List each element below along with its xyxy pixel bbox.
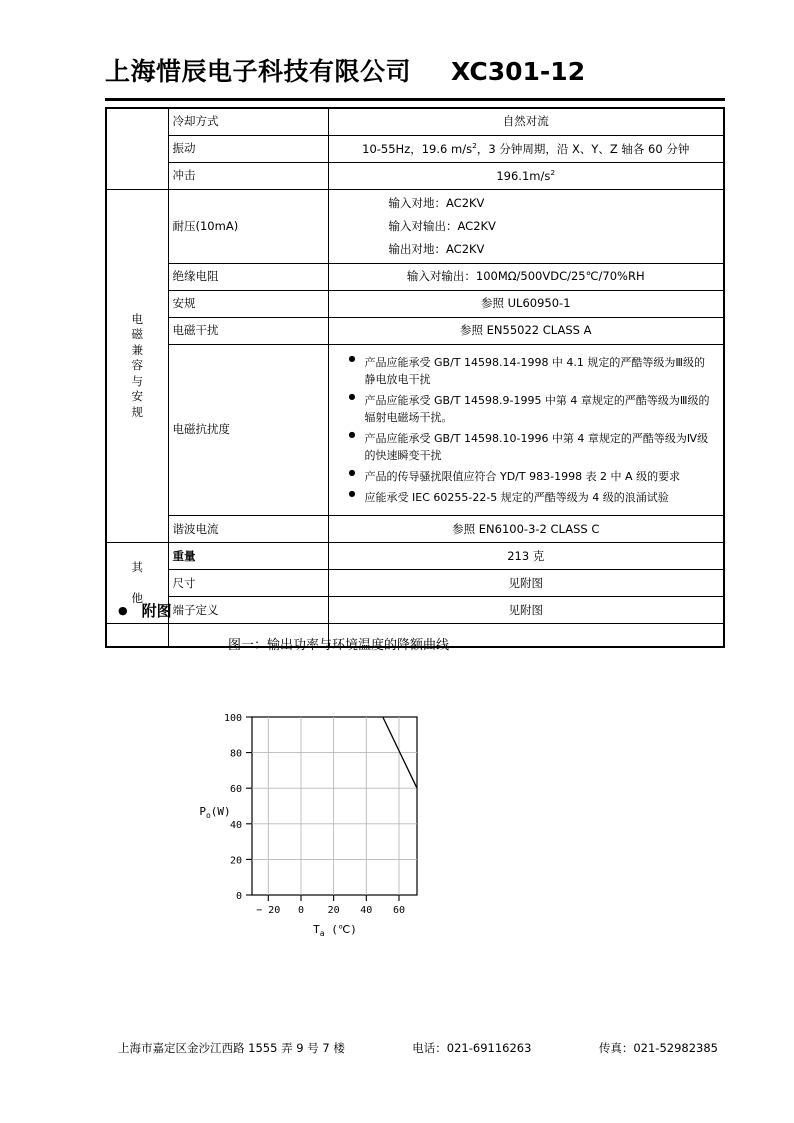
item-harmonic: 谐波电流	[168, 516, 328, 543]
item-immunity: 电磁抗扰度	[168, 345, 328, 516]
group-cell-emc: 电 磁 兼 容 与 安 规	[106, 190, 168, 543]
company-name: 上海惜辰电子科技有限公司	[105, 57, 412, 86]
x-tick-labels	[256, 905, 405, 916]
value-cooling: 自然对流	[328, 108, 724, 136]
value-withstand-voltage	[328, 190, 724, 264]
list-item: ● 应能承受 IEC 60255-22-5 规定的严酷等级为 4 级的浪涌试验	[349, 489, 714, 506]
withstand-line-3: 输出对地：AC2KV	[388, 242, 485, 256]
table-row	[106, 291, 724, 318]
list-item: ● 产品的传导骚扰限值应符合 YD/T 983-1998 表 2 中 A 级的要求	[349, 468, 714, 485]
svg-text:60: 60	[392, 905, 406, 916]
table-row	[106, 163, 724, 190]
y-axis-label: $P_o(W)$	[199, 805, 231, 820]
svg-text:80: 80	[229, 748, 242, 760]
list-item: ● 产品应能承受 GB/T 14598.14-1998 中 4.1 规定的严酷等级为Ⅲ级的静电放电干扰	[349, 354, 714, 388]
value-emi: 参照 EN55022 CLASS A	[328, 318, 724, 345]
svg-text:20: 20	[229, 855, 242, 867]
item-withstand-voltage: 耐压(10mA)	[168, 190, 328, 264]
value-terminal: 见附图	[328, 597, 724, 624]
x-axis-label: $T_a$ (℃)	[313, 923, 357, 938]
value-harmonic: 参照 EN6100-3-2 CLASS C	[328, 516, 724, 543]
svg-text:100: 100	[223, 713, 242, 724]
svg-text:60: 60	[229, 784, 242, 796]
value-safety: 参照 UL60950-1	[328, 291, 724, 318]
value-weight: 213 克	[328, 543, 724, 570]
item-emi: 电磁干扰	[168, 318, 328, 345]
svg-text:0: 0	[297, 905, 305, 916]
item-safety: 安规	[168, 291, 328, 318]
x-axis-ticks	[268, 895, 399, 901]
immunity-bullet-list	[333, 347, 720, 513]
svg-text:40: 40	[360, 905, 373, 916]
table-row	[106, 136, 724, 163]
appendix-heading-label: 附图	[141, 602, 172, 620]
derating-chart	[185, 700, 485, 940]
svg-text:20: 20	[327, 905, 340, 916]
item-cooling: 冷却方式	[168, 108, 328, 136]
value-shock: $196.1m/s^2$	[328, 163, 724, 190]
item-shock: 冲击	[168, 163, 328, 190]
value-vibration: 10-55Hz，19.6 $m/s^2$，3 分钟周期，沿 X、Y、Z 轴各 60 分钟	[328, 136, 724, 163]
table-row	[106, 543, 724, 570]
item-terminal: 端子定义	[168, 597, 328, 624]
table-row	[106, 570, 724, 597]
bullet-dot-icon: ●	[118, 604, 128, 617]
spacer-cell-left	[106, 624, 168, 648]
table-row	[106, 108, 724, 136]
document-header	[105, 52, 725, 88]
item-vibration: 振动	[168, 136, 328, 163]
appendix-heading	[118, 600, 172, 621]
value-immunity	[328, 345, 724, 516]
table-row	[106, 190, 724, 264]
item-size: 尺寸	[168, 570, 328, 597]
header-divider	[105, 98, 725, 101]
value-insulation: 输入对输出：100MΩ/500VDC/25℃/70%RH	[328, 264, 724, 291]
item-weight: 重量	[168, 543, 328, 570]
figure-caption: 图一：输出功率与环境温度的降额曲线	[228, 638, 450, 653]
list-item: ● 产品应能承受 GB/T 14598.10-1996 中第 4 章规定的严酷等级为Ⅳ级的快速瞬变干扰	[349, 430, 714, 464]
list-item: ● 产品应能承受 GB/T 14598.9-1995 中第 4 章规定的严酷等级为Ⅲ级的辐射电磁场干扰。	[349, 392, 714, 426]
group-cell-environment	[106, 108, 168, 190]
y-axis-ticks	[246, 717, 252, 895]
derating-chart-svg	[185, 700, 485, 940]
svg-text:0: 0	[235, 891, 242, 902]
withstand-line-2: 输入对输出：AC2KV	[388, 219, 496, 233]
document-footer	[118, 1040, 718, 1056]
item-insulation: 绝缘电阻	[168, 264, 328, 291]
table-row	[106, 597, 724, 624]
plot-area	[252, 717, 417, 895]
table-row	[106, 516, 724, 543]
footer-fax: 传真：021-52982385	[598, 1041, 718, 1055]
table-row	[106, 345, 724, 516]
specification-table	[105, 107, 725, 648]
value-size: 见附图	[328, 570, 724, 597]
svg-text:40: 40	[229, 819, 242, 831]
model-code: XC301-12	[451, 57, 586, 86]
svg-text:− 20: − 20	[256, 905, 281, 916]
footer-address: 上海市嘉定区金沙江西路 1555 弄 9 号 7 楼	[118, 1041, 345, 1055]
group-cell-other: 其 他	[106, 543, 168, 624]
table-row	[106, 318, 724, 345]
withstand-line-1: 输入对地：AC2KV	[388, 196, 485, 210]
footer-phone: 电话：021-69116263	[412, 1041, 532, 1055]
table-row	[106, 264, 724, 291]
